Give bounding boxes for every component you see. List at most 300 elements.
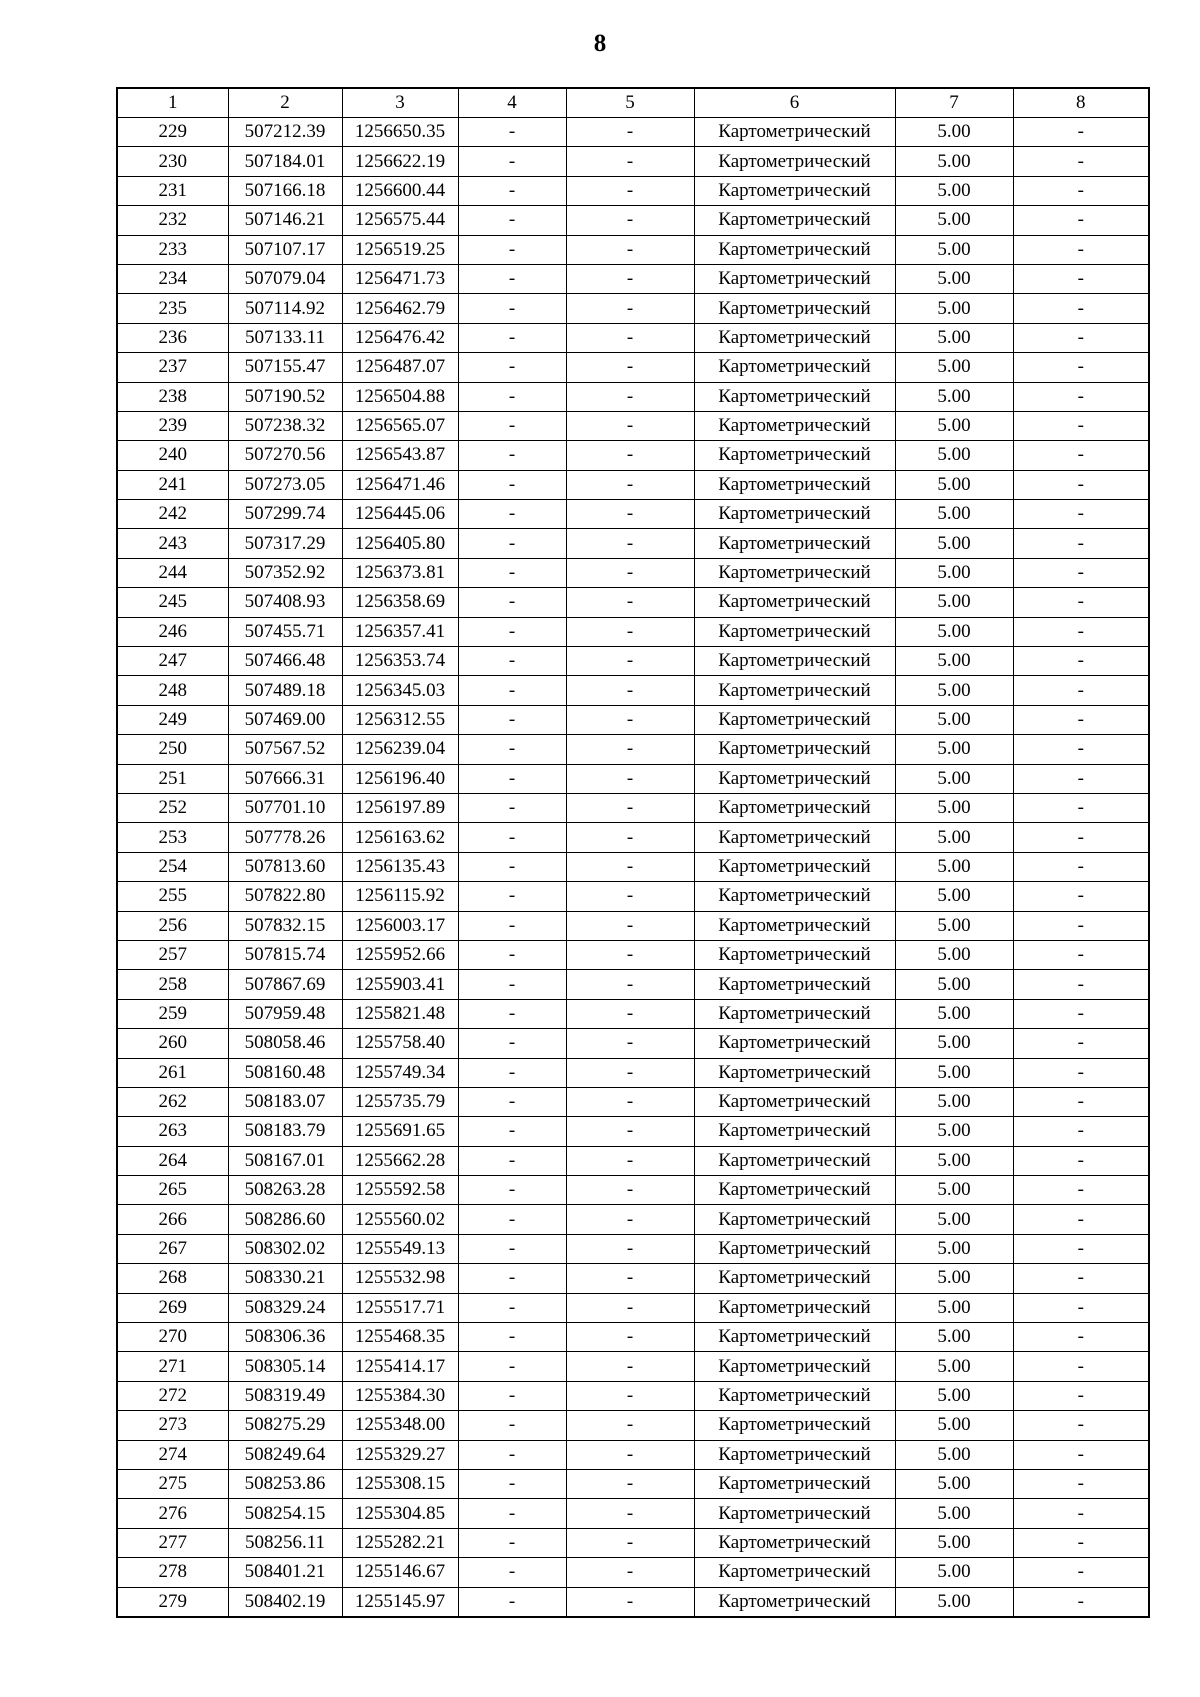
column-8-cell: - xyxy=(1013,1146,1149,1175)
accuracy-cell: 5.00 xyxy=(895,294,1013,323)
table-row xyxy=(117,647,1149,676)
column-4-cell: - xyxy=(458,1205,566,1234)
accuracy-cell: 5.00 xyxy=(895,1176,1013,1205)
accuracy-cell: 5.00 xyxy=(895,1587,1013,1617)
method-cell: Картометрический xyxy=(694,617,895,646)
column-4-cell: - xyxy=(458,764,566,793)
accuracy-cell: 5.00 xyxy=(895,588,1013,617)
column-4-cell: - xyxy=(458,1499,566,1528)
column-5-cell: - xyxy=(566,647,694,676)
accuracy-cell: 5.00 xyxy=(895,1469,1013,1498)
method-cell: Картометрический xyxy=(694,323,895,352)
method-cell: Картометрический xyxy=(694,1440,895,1469)
x-coordinate-cell: 508305.14 xyxy=(228,1352,342,1381)
accuracy-cell: 5.00 xyxy=(895,1352,1013,1381)
column-5-cell: - xyxy=(566,940,694,969)
column-8-cell: - xyxy=(1013,147,1149,176)
method-cell: Картометрический xyxy=(694,1411,895,1440)
table-row xyxy=(117,1293,1149,1322)
method-cell: Картометрический xyxy=(694,1558,895,1587)
method-cell: Картометрический xyxy=(694,1293,895,1322)
table-row xyxy=(117,206,1149,235)
y-coordinate-cell: 1256504.88 xyxy=(342,382,458,411)
method-cell: Картометрический xyxy=(694,176,895,205)
column-4-cell: - xyxy=(458,911,566,940)
x-coordinate-cell: 508167.01 xyxy=(228,1146,342,1175)
table-row xyxy=(117,382,1149,411)
table-row xyxy=(117,588,1149,617)
y-coordinate-cell: 1256358.69 xyxy=(342,588,458,617)
column-4-cell: - xyxy=(458,1058,566,1087)
table-row xyxy=(117,1469,1149,1498)
column-8-cell: - xyxy=(1013,411,1149,440)
column-8-cell: - xyxy=(1013,1058,1149,1087)
table-row xyxy=(117,235,1149,264)
column-5-cell: - xyxy=(566,1264,694,1293)
y-coordinate-cell: 1256471.73 xyxy=(342,264,458,293)
column-4-cell: - xyxy=(458,470,566,499)
method-cell: Картометрический xyxy=(694,500,895,529)
x-coordinate-cell: 507489.18 xyxy=(228,676,342,705)
accuracy-cell: 5.00 xyxy=(895,500,1013,529)
y-coordinate-cell: 1256163.62 xyxy=(342,823,458,852)
method-cell: Картометрический xyxy=(694,147,895,176)
column-8-cell: - xyxy=(1013,882,1149,911)
coordinates-table xyxy=(116,87,1150,1618)
point-number-cell: 254 xyxy=(117,852,228,881)
x-coordinate-cell: 507270.56 xyxy=(228,441,342,470)
point-number-cell: 244 xyxy=(117,558,228,587)
method-cell: Картометрический xyxy=(694,1352,895,1381)
method-cell: Картометрический xyxy=(694,647,895,676)
column-4-cell: - xyxy=(458,529,566,558)
x-coordinate-cell: 507114.92 xyxy=(228,294,342,323)
column-8-cell: - xyxy=(1013,764,1149,793)
column-4-cell: - xyxy=(458,647,566,676)
y-coordinate-cell: 1255735.79 xyxy=(342,1087,458,1116)
point-number-cell: 268 xyxy=(117,1264,228,1293)
point-number-cell: 237 xyxy=(117,353,228,382)
column-5-cell: - xyxy=(566,1176,694,1205)
column-5-cell: - xyxy=(566,1499,694,1528)
y-coordinate-cell: 1255414.17 xyxy=(342,1352,458,1381)
y-coordinate-cell: 1255308.15 xyxy=(342,1469,458,1498)
point-number-cell: 274 xyxy=(117,1440,228,1469)
point-number-cell: 272 xyxy=(117,1381,228,1410)
table-row xyxy=(117,970,1149,999)
table-row xyxy=(117,1440,1149,1469)
x-coordinate-cell: 508256.11 xyxy=(228,1528,342,1557)
point-number-cell: 231 xyxy=(117,176,228,205)
column-4-cell: - xyxy=(458,1411,566,1440)
method-cell: Картометрический xyxy=(694,1234,895,1263)
column-4-cell: - xyxy=(458,1323,566,1352)
y-coordinate-cell: 1255532.98 xyxy=(342,1264,458,1293)
column-5-cell: - xyxy=(566,764,694,793)
column-header: 8 xyxy=(1013,88,1149,118)
method-cell: Картометрический xyxy=(694,1087,895,1116)
point-number-cell: 239 xyxy=(117,411,228,440)
column-8-cell: - xyxy=(1013,1587,1149,1617)
x-coordinate-cell: 508302.02 xyxy=(228,1234,342,1263)
accuracy-cell: 5.00 xyxy=(895,264,1013,293)
column-5-cell: - xyxy=(566,823,694,852)
y-coordinate-cell: 1256476.42 xyxy=(342,323,458,352)
column-8-cell: - xyxy=(1013,176,1149,205)
accuracy-cell: 5.00 xyxy=(895,823,1013,852)
table-row xyxy=(117,500,1149,529)
column-5-cell: - xyxy=(566,970,694,999)
column-8-cell: - xyxy=(1013,852,1149,881)
column-5-cell: - xyxy=(566,1587,694,1617)
column-8-cell: - xyxy=(1013,1440,1149,1469)
point-number-cell: 235 xyxy=(117,294,228,323)
column-8-cell: - xyxy=(1013,1029,1149,1058)
column-5-cell: - xyxy=(566,1205,694,1234)
column-8-cell: - xyxy=(1013,353,1149,382)
x-coordinate-cell: 507815.74 xyxy=(228,940,342,969)
x-coordinate-cell: 507867.69 xyxy=(228,970,342,999)
x-coordinate-cell: 507146.21 xyxy=(228,206,342,235)
method-cell: Картометрический xyxy=(694,1029,895,1058)
x-coordinate-cell: 507466.48 xyxy=(228,647,342,676)
column-8-cell: - xyxy=(1013,911,1149,940)
column-4-cell: - xyxy=(458,1087,566,1116)
accuracy-cell: 5.00 xyxy=(895,441,1013,470)
column-5-cell: - xyxy=(566,1117,694,1146)
method-cell: Картометрический xyxy=(694,1264,895,1293)
column-header: 5 xyxy=(566,88,694,118)
point-number-cell: 265 xyxy=(117,1176,228,1205)
point-number-cell: 253 xyxy=(117,823,228,852)
column-5-cell: - xyxy=(566,1411,694,1440)
y-coordinate-cell: 1255384.30 xyxy=(342,1381,458,1410)
column-header: 7 xyxy=(895,88,1013,118)
table-row xyxy=(117,1264,1149,1293)
column-5-cell: - xyxy=(566,676,694,705)
method-cell: Картометрический xyxy=(694,970,895,999)
accuracy-cell: 5.00 xyxy=(895,647,1013,676)
accuracy-cell: 5.00 xyxy=(895,764,1013,793)
accuracy-cell: 5.00 xyxy=(895,617,1013,646)
accuracy-cell: 5.00 xyxy=(895,1440,1013,1469)
accuracy-cell: 5.00 xyxy=(895,353,1013,382)
point-number-cell: 249 xyxy=(117,705,228,734)
column-5-cell: - xyxy=(566,1528,694,1557)
method-cell: Картометрический xyxy=(694,353,895,382)
table-row xyxy=(117,852,1149,881)
x-coordinate-cell: 507567.52 xyxy=(228,735,342,764)
column-4-cell: - xyxy=(458,206,566,235)
column-4-cell: - xyxy=(458,264,566,293)
point-number-cell: 247 xyxy=(117,647,228,676)
column-5-cell: - xyxy=(566,1146,694,1175)
column-4-cell: - xyxy=(458,176,566,205)
column-5-cell: - xyxy=(566,1440,694,1469)
method-cell: Картометрический xyxy=(694,705,895,734)
point-number-cell: 234 xyxy=(117,264,228,293)
column-4-cell: - xyxy=(458,1293,566,1322)
x-coordinate-cell: 508254.15 xyxy=(228,1499,342,1528)
point-number-cell: 233 xyxy=(117,235,228,264)
column-8-cell: - xyxy=(1013,1528,1149,1557)
column-8-cell: - xyxy=(1013,529,1149,558)
column-8-cell: - xyxy=(1013,1087,1149,1116)
x-coordinate-cell: 508330.21 xyxy=(228,1264,342,1293)
column-5-cell: - xyxy=(566,558,694,587)
point-number-cell: 267 xyxy=(117,1234,228,1263)
y-coordinate-cell: 1256445.06 xyxy=(342,500,458,529)
table-row xyxy=(117,882,1149,911)
column-8-cell: - xyxy=(1013,1352,1149,1381)
y-coordinate-cell: 1255549.13 xyxy=(342,1234,458,1263)
column-8-cell: - xyxy=(1013,676,1149,705)
page-number: 8 xyxy=(593,30,607,57)
method-cell: Картометрический xyxy=(694,529,895,558)
column-8-cell: - xyxy=(1013,470,1149,499)
y-coordinate-cell: 1255304.85 xyxy=(342,1499,458,1528)
column-4-cell: - xyxy=(458,1176,566,1205)
column-5-cell: - xyxy=(566,147,694,176)
point-number-cell: 243 xyxy=(117,529,228,558)
y-coordinate-cell: 1256622.19 xyxy=(342,147,458,176)
column-8-cell: - xyxy=(1013,294,1149,323)
column-5-cell: - xyxy=(566,882,694,911)
column-4-cell: - xyxy=(458,118,566,147)
column-8-cell: - xyxy=(1013,940,1149,969)
point-number-cell: 261 xyxy=(117,1058,228,1087)
y-coordinate-cell: 1255468.35 xyxy=(342,1323,458,1352)
accuracy-cell: 5.00 xyxy=(895,1117,1013,1146)
column-4-cell: - xyxy=(458,852,566,881)
x-coordinate-cell: 507813.60 xyxy=(228,852,342,881)
column-4-cell: - xyxy=(458,1234,566,1263)
x-coordinate-cell: 508058.46 xyxy=(228,1029,342,1058)
y-coordinate-cell: 1256197.89 xyxy=(342,793,458,822)
y-coordinate-cell: 1255662.28 xyxy=(342,1146,458,1175)
point-number-cell: 264 xyxy=(117,1146,228,1175)
x-coordinate-cell: 508402.19 xyxy=(228,1587,342,1617)
point-number-cell: 240 xyxy=(117,441,228,470)
column-5-cell: - xyxy=(566,500,694,529)
accuracy-cell: 5.00 xyxy=(895,323,1013,352)
x-coordinate-cell: 508183.07 xyxy=(228,1087,342,1116)
column-8-cell: - xyxy=(1013,206,1149,235)
method-cell: Картометрический xyxy=(694,793,895,822)
x-coordinate-cell: 508319.49 xyxy=(228,1381,342,1410)
point-number-cell: 250 xyxy=(117,735,228,764)
y-coordinate-cell: 1255560.02 xyxy=(342,1205,458,1234)
table-row xyxy=(117,118,1149,147)
y-coordinate-cell: 1255903.41 xyxy=(342,970,458,999)
table-row xyxy=(117,764,1149,793)
column-5-cell: - xyxy=(566,1234,694,1263)
method-cell: Картометрический xyxy=(694,558,895,587)
x-coordinate-cell: 507822.80 xyxy=(228,882,342,911)
accuracy-cell: 5.00 xyxy=(895,382,1013,411)
point-number-cell: 248 xyxy=(117,676,228,705)
table-row xyxy=(117,1381,1149,1410)
x-coordinate-cell: 507469.00 xyxy=(228,705,342,734)
table-row xyxy=(117,1029,1149,1058)
column-header: 3 xyxy=(342,88,458,118)
column-4-cell: - xyxy=(458,1352,566,1381)
y-coordinate-cell: 1256543.87 xyxy=(342,441,458,470)
column-5-cell: - xyxy=(566,1352,694,1381)
column-4-cell: - xyxy=(458,588,566,617)
column-5-cell: - xyxy=(566,793,694,822)
method-cell: Картометрический xyxy=(694,588,895,617)
y-coordinate-cell: 1255952.66 xyxy=(342,940,458,969)
table-row xyxy=(117,558,1149,587)
column-5-cell: - xyxy=(566,911,694,940)
column-4-cell: - xyxy=(458,441,566,470)
x-coordinate-cell: 508183.79 xyxy=(228,1117,342,1146)
x-coordinate-cell: 507190.52 xyxy=(228,382,342,411)
column-header: 6 xyxy=(694,88,895,118)
method-cell: Картометрический xyxy=(694,264,895,293)
table-row xyxy=(117,264,1149,293)
method-cell: Картометрический xyxy=(694,823,895,852)
accuracy-cell: 5.00 xyxy=(895,999,1013,1028)
table-row xyxy=(117,441,1149,470)
x-coordinate-cell: 508306.36 xyxy=(228,1323,342,1352)
method-cell: Картометрический xyxy=(694,1469,895,1498)
column-8-cell: - xyxy=(1013,1293,1149,1322)
y-coordinate-cell: 1255821.48 xyxy=(342,999,458,1028)
accuracy-cell: 5.00 xyxy=(895,1323,1013,1352)
y-coordinate-cell: 1256471.46 xyxy=(342,470,458,499)
accuracy-cell: 5.00 xyxy=(895,470,1013,499)
x-coordinate-cell: 507778.26 xyxy=(228,823,342,852)
y-coordinate-cell: 1255145.97 xyxy=(342,1587,458,1617)
column-4-cell: - xyxy=(458,1029,566,1058)
point-number-cell: 275 xyxy=(117,1469,228,1498)
method-cell: Картометрический xyxy=(694,882,895,911)
column-5-cell: - xyxy=(566,1469,694,1498)
point-number-cell: 246 xyxy=(117,617,228,646)
x-coordinate-cell: 508286.60 xyxy=(228,1205,342,1234)
column-5-cell: - xyxy=(566,1058,694,1087)
column-header: 1 xyxy=(117,88,228,118)
column-5-cell: - xyxy=(566,1087,694,1116)
table-row xyxy=(117,1558,1149,1587)
method-cell: Картометрический xyxy=(694,382,895,411)
column-4-cell: - xyxy=(458,617,566,646)
column-5-cell: - xyxy=(566,294,694,323)
table-row xyxy=(117,1117,1149,1146)
accuracy-cell: 5.00 xyxy=(895,1381,1013,1410)
column-8-cell: - xyxy=(1013,1117,1149,1146)
point-number-cell: 271 xyxy=(117,1352,228,1381)
accuracy-cell: 5.00 xyxy=(895,793,1013,822)
method-cell: Картометрический xyxy=(694,470,895,499)
column-4-cell: - xyxy=(458,735,566,764)
accuracy-cell: 5.00 xyxy=(895,1558,1013,1587)
column-4-cell: - xyxy=(458,235,566,264)
table-row xyxy=(117,1499,1149,1528)
column-4-cell: - xyxy=(458,353,566,382)
x-coordinate-cell: 507107.17 xyxy=(228,235,342,264)
column-4-cell: - xyxy=(458,1381,566,1410)
table-row xyxy=(117,1176,1149,1205)
column-4-cell: - xyxy=(458,999,566,1028)
column-8-cell: - xyxy=(1013,500,1149,529)
point-number-cell: 259 xyxy=(117,999,228,1028)
x-coordinate-cell: 508263.28 xyxy=(228,1176,342,1205)
method-cell: Картометрический xyxy=(694,1323,895,1352)
column-5-cell: - xyxy=(566,323,694,352)
column-5-cell: - xyxy=(566,529,694,558)
accuracy-cell: 5.00 xyxy=(895,1528,1013,1557)
column-4-cell: - xyxy=(458,970,566,999)
y-coordinate-cell: 1256519.25 xyxy=(342,235,458,264)
x-coordinate-cell: 508275.29 xyxy=(228,1411,342,1440)
point-number-cell: 245 xyxy=(117,588,228,617)
method-cell: Картометрический xyxy=(694,940,895,969)
table-body xyxy=(117,118,1149,1617)
table-row xyxy=(117,470,1149,499)
method-cell: Картометрический xyxy=(694,1381,895,1410)
accuracy-cell: 5.00 xyxy=(895,911,1013,940)
point-number-cell: 278 xyxy=(117,1558,228,1587)
method-cell: Картометрический xyxy=(694,411,895,440)
point-number-cell: 269 xyxy=(117,1293,228,1322)
y-coordinate-cell: 1256575.44 xyxy=(342,206,458,235)
column-8-cell: - xyxy=(1013,1469,1149,1498)
column-4-cell: - xyxy=(458,558,566,587)
y-coordinate-cell: 1255592.58 xyxy=(342,1176,458,1205)
column-5-cell: - xyxy=(566,382,694,411)
column-8-cell: - xyxy=(1013,1381,1149,1410)
column-4-cell: - xyxy=(458,793,566,822)
accuracy-cell: 5.00 xyxy=(895,1029,1013,1058)
column-5-cell: - xyxy=(566,1323,694,1352)
method-cell: Картометрический xyxy=(694,676,895,705)
method-cell: Картометрический xyxy=(694,735,895,764)
column-8-cell: - xyxy=(1013,647,1149,676)
x-coordinate-cell: 507832.15 xyxy=(228,911,342,940)
accuracy-cell: 5.00 xyxy=(895,558,1013,587)
method-cell: Картометрический xyxy=(694,1528,895,1557)
column-5-cell: - xyxy=(566,118,694,147)
y-coordinate-cell: 1256003.17 xyxy=(342,911,458,940)
accuracy-cell: 5.00 xyxy=(895,1058,1013,1087)
accuracy-cell: 5.00 xyxy=(895,1234,1013,1263)
method-cell: Картометрический xyxy=(694,206,895,235)
accuracy-cell: 5.00 xyxy=(895,676,1013,705)
table-row xyxy=(117,529,1149,558)
method-cell: Картометрический xyxy=(694,1176,895,1205)
column-4-cell: - xyxy=(458,705,566,734)
column-header: 2 xyxy=(228,88,342,118)
column-5-cell: - xyxy=(566,1029,694,1058)
point-number-cell: 266 xyxy=(117,1205,228,1234)
accuracy-cell: 5.00 xyxy=(895,1293,1013,1322)
table-header-row xyxy=(117,88,1149,118)
point-number-cell: 241 xyxy=(117,470,228,499)
method-cell: Картометрический xyxy=(694,1117,895,1146)
column-4-cell: - xyxy=(458,323,566,352)
accuracy-cell: 5.00 xyxy=(895,147,1013,176)
column-5-cell: - xyxy=(566,235,694,264)
table-row xyxy=(117,1587,1149,1617)
method-cell: Картометрический xyxy=(694,1205,895,1234)
table-row xyxy=(117,617,1149,646)
x-coordinate-cell: 507352.92 xyxy=(228,558,342,587)
table-row xyxy=(117,147,1149,176)
column-4-cell: - xyxy=(458,940,566,969)
